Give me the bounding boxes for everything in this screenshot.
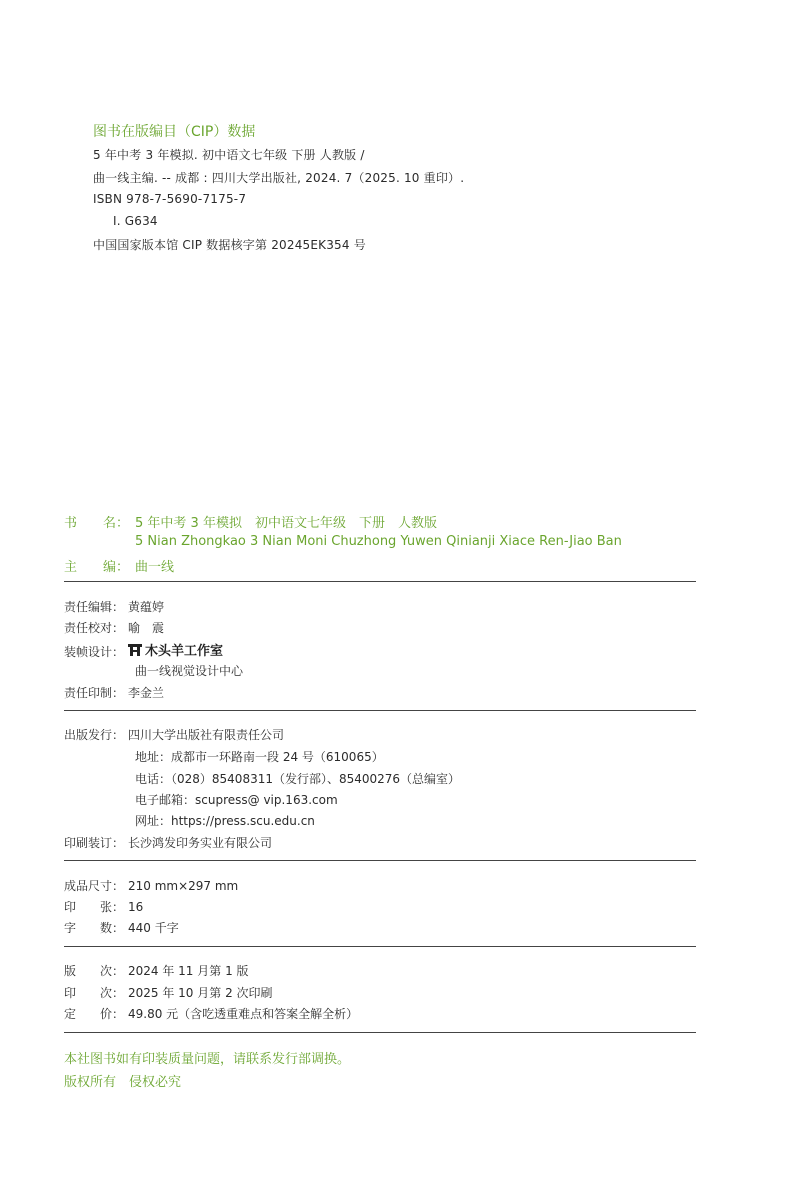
publisher-name: 四川大学出版社有限责任公司 xyxy=(128,728,285,742)
size-value: 210 mm×297 mm xyxy=(128,879,239,893)
design-studio-logo xyxy=(128,640,223,659)
cip-line-2: 曲一线主编. -- 成都 : 四川大学出版社, 2024. 7（2025. 10 重印）. xyxy=(93,171,465,185)
size-label: 成品尺寸： xyxy=(64,879,125,893)
publisher-phone: 电话：（028）85408311（发行部）、85400276（总编室） xyxy=(135,772,461,786)
edition-label: 版 次： xyxy=(64,964,125,978)
publisher-label: 出版发行： xyxy=(64,728,125,742)
cip-title: 图书在版编目（CIP）数据 xyxy=(93,124,256,140)
book-title-row xyxy=(64,512,437,531)
proofreader-value: 喻 震 xyxy=(128,621,165,635)
printing-supervisor-label: 责任印制： xyxy=(64,686,125,700)
divider-4 xyxy=(64,946,696,947)
ram-logo-icon xyxy=(128,644,142,656)
printing-value: 2025 年 10 月第 2 次印刷 xyxy=(128,986,273,1000)
book-pinyin: 5 Nian Zhongkao 3 Nian Moni Chuzhong Yuwen Qinianji Xiace Ren-Jiao Ban xyxy=(135,534,622,549)
editor-value: 曲一线 xyxy=(135,560,175,575)
book-title-value: 5 年中考 3 年模拟 初中语文七年级 下册 人教版 xyxy=(135,516,437,531)
edition-row xyxy=(64,962,249,979)
responsible-editor-value: 黄蕴婷 xyxy=(128,600,165,614)
design-row xyxy=(64,640,223,660)
printer-label: 印刷装订： xyxy=(64,836,125,850)
words-label: 字 数： xyxy=(64,921,125,935)
proofreader-row xyxy=(64,619,164,636)
printing-row xyxy=(64,984,273,1001)
cip-line-1: 5 年中考 3 年模拟. 初中语文七年级 下册 人教版 / xyxy=(93,148,365,162)
printing-supervisor-row xyxy=(64,684,164,701)
design-center: 曲一线视觉设计中心 xyxy=(135,664,244,678)
price-row xyxy=(64,1005,358,1022)
size-row xyxy=(64,877,238,894)
design-studio-name: 木头羊工作室 xyxy=(145,644,224,659)
printing-supervisor-value: 李金兰 xyxy=(128,686,165,700)
divider-5 xyxy=(64,1032,696,1033)
book-title-label: 书 名： xyxy=(64,516,130,531)
cip-line-4: Ⅰ. G634 xyxy=(113,214,158,228)
divider-3 xyxy=(64,860,696,861)
publisher-address: 地址：成都市一环路南一段 24 号（610065） xyxy=(135,750,384,764)
printer-row xyxy=(64,834,272,851)
sheets-row xyxy=(64,898,143,915)
publisher-row xyxy=(64,726,284,743)
quality-notice: 本社图书如有印装质量问题，请联系发行部调换。 xyxy=(64,1052,351,1067)
cip-line-3: ISBN 978-7-5690-7175-7 xyxy=(93,192,247,206)
editor-row xyxy=(64,556,174,575)
sheets-value: 16 xyxy=(128,900,144,914)
responsible-editor-row xyxy=(64,598,164,615)
cip-line-5: 中国国家版本馆 CIP 数据核字第 20245EK354 号 xyxy=(93,238,366,252)
publisher-website: 网址：https://press.scu.edu.cn xyxy=(135,814,315,828)
responsible-editor-label: 责任编辑： xyxy=(64,600,125,614)
divider-2 xyxy=(64,710,696,711)
editor-label: 主 编： xyxy=(64,560,130,575)
printer-value: 长沙鸿发印务实业有限公司 xyxy=(128,836,273,850)
sheets-label: 印 张： xyxy=(64,900,125,914)
proofreader-label: 责任校对： xyxy=(64,621,125,635)
price-label: 定 价： xyxy=(64,1007,125,1021)
publisher-email: 电子邮箱：scupress@ vip.163.com xyxy=(135,793,338,807)
design-label: 装帧设计： xyxy=(64,644,125,659)
words-row xyxy=(64,919,179,936)
copyright-notice: 版权所有 侵权必究 xyxy=(64,1075,182,1090)
printing-label: 印 次： xyxy=(64,986,125,1000)
edition-value: 2024 年 11 月第 1 版 xyxy=(128,964,249,978)
price-value: 49.80 元（含吃透重难点和答案全解全析） xyxy=(128,1007,359,1021)
words-value: 440 千字 xyxy=(128,921,179,935)
divider-1 xyxy=(64,581,696,582)
